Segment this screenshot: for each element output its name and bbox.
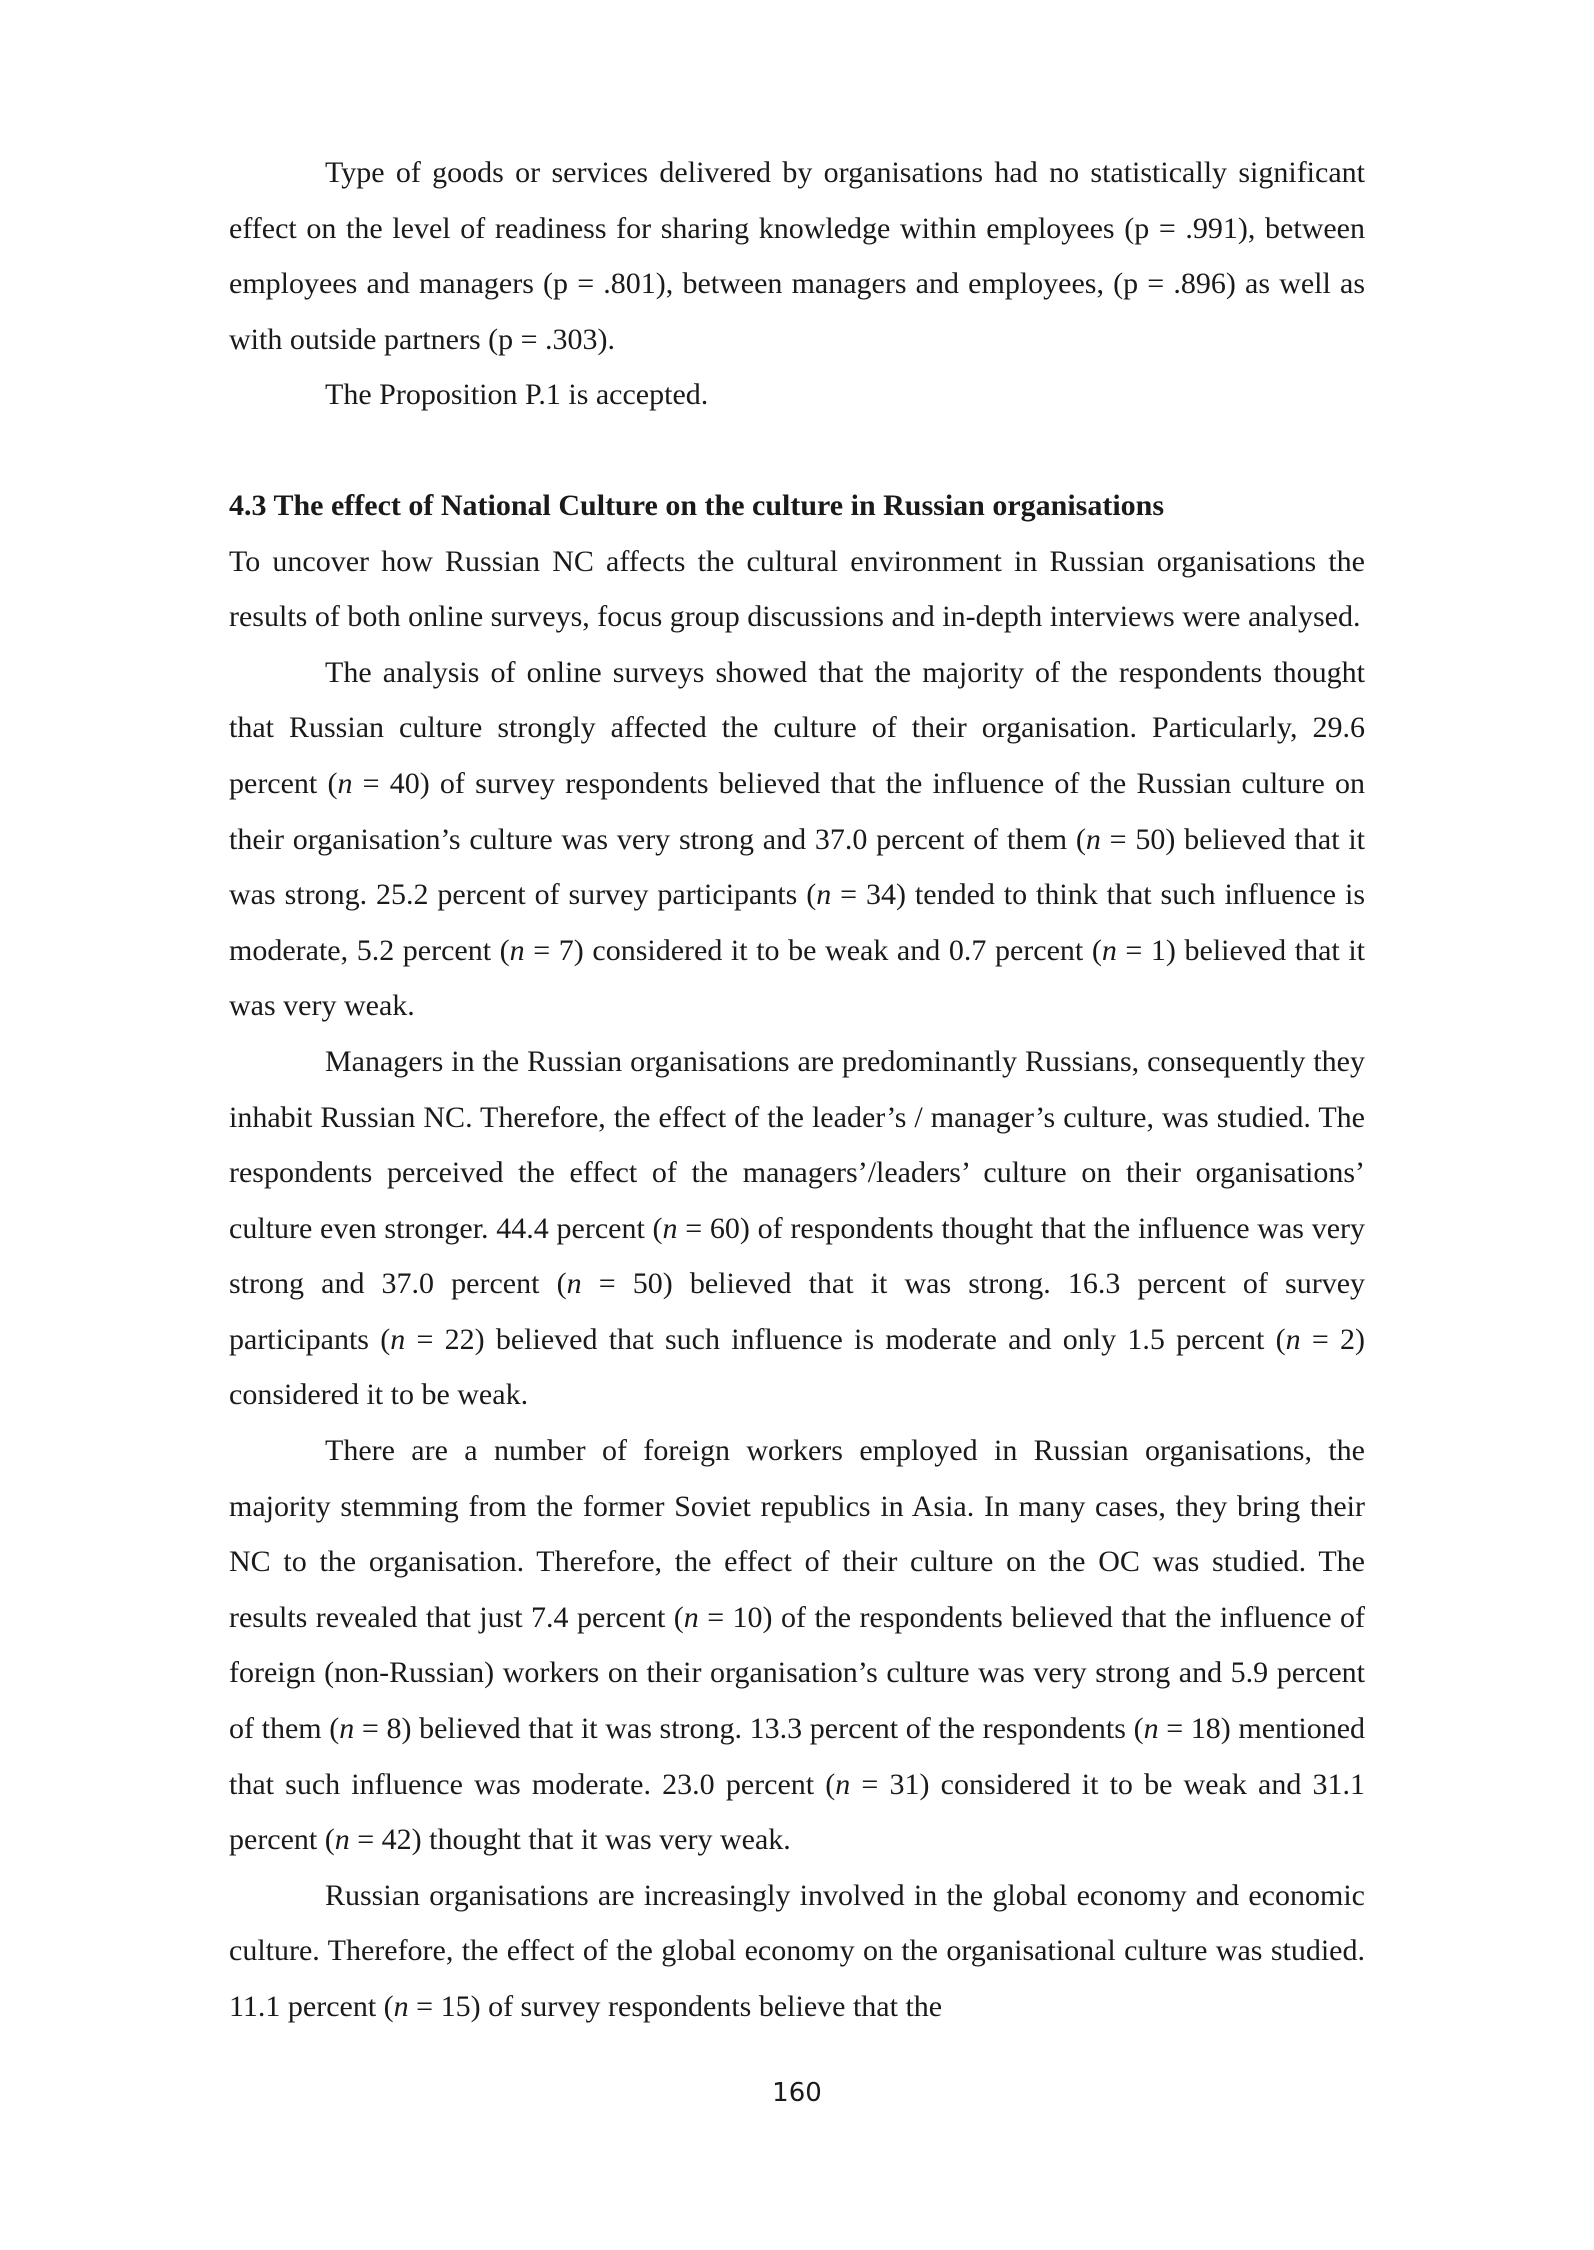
paragraph-foreign-workers-effect: There are a number of foreign workers employed in Russian organisations, the majority stemming from the former Soviet republics in Asia. In many cases, they bring their NC to the organisation. Therefore, the effect of their culture on the OC was studied. The results revealed that just 7.4 percent (n = 10) of the respondents believed that the influence of foreign (non-Russian) workers on their organisation’s culture was very strong and 5.9 percent of them (n = 8) believed that it was strong. 13.3 percent of the respondents (n = 18) mentioned that such influence was moderate. 23.0 percent (n = 31) considered it to be weak and 31.1 percent (n = 42) thought that it was very weak. [229, 1434, 1366, 1857]
page-number: 160 [772, 2078, 822, 2108]
paragraph-managers-culture-effect: Managers in the Russian organisations are predominantly Russians, consequently they inhabit Russian NC. Therefore, the effect of the leader’s / manager’s culture, was studied. The respondents perceived the effect of the managers’/leaders’ culture on their organisations’ culture even stronger. 44.4 percent (n = 60) of respondents thought that the influence was very strong and 37.0 percent (n = 50) believed that it was strong. 16.3 percent of survey participants (n = 22) believed that such influence is moderate and only 1.5 percent (n = 2) considered it to be weak. [229, 1044, 1366, 1412]
paragraph-intro: To uncover how Russian NC affects the cultural environment in Russian organisations the results of both online surveys, focus group discussions and in-depth interviews were analysed. [229, 544, 1365, 634]
paragraph-global-economy-effect: Russian organisations are increasingly involved in the global economy and economic culture. Therefore, the effect of the global economy on the organisational culture was studied. 11.1 percent (n = 15) of survey respondents believe that the [229, 1878, 1365, 2023]
paragraph-goods-services: Type of goods or services delivered by organisations had no statistically significant effect on the level of readiness for sharing knowledge within employees (p = .991), between employees and managers (p = .801), between managers and employees, (p = .896) as well as with outside partners (p = .303). [229, 156, 1365, 356]
section-heading: 4.3 The effect of National Culture on the culture in Russian organisations [229, 488, 1165, 522]
paragraph-russian-culture-effect: The analysis of online surveys showed that the majority of the respondents thought that Russian culture strongly affected the culture of their organisation. Particularly, 29.6 percent (n = 40) of survey respondents believed that the influence of the Russian culture on their organisation’s culture was very strong and 37.0 percent of them (n = 50) believed that it was strong. 25.2 percent of survey participants (n = 34) tended to think that such influence is moderate, 5.2 percent (n = 7) considered it to be weak and 0.7 percent (n = 1) believed that it was very weak. [229, 655, 1365, 1023]
document-page [229, 145, 1365, 2035]
paragraph-proposition: The Proposition P.1 is accepted. [325, 378, 709, 412]
